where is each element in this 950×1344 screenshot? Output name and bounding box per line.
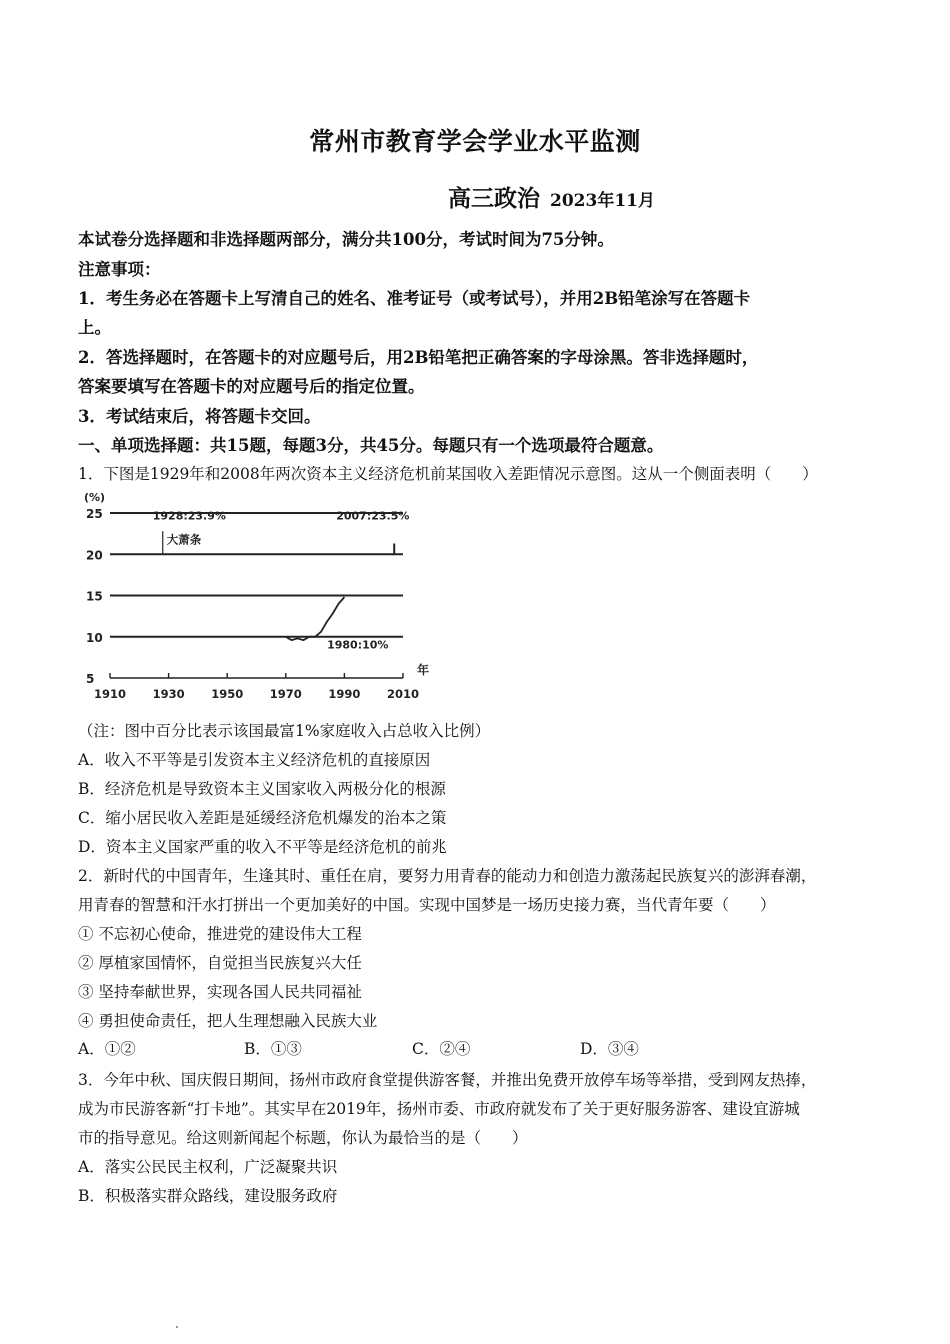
q1-note: （注：图中百分比表示该国最富1%家庭收入占总收入比例） <box>78 722 491 740</box>
chart-gridlines <box>110 513 403 637</box>
income-gap-chart <box>78 488 438 706</box>
q2-statement-3: ③ 坚持奉献世界，实现各国人民共同福祉 <box>78 983 362 1001</box>
q3-option-b: B．积极落实群众路线，建设服务政府 <box>78 1187 338 1205</box>
annotation-1980: 1980:10% <box>327 638 389 652</box>
notice-1b: 上。 <box>78 318 111 337</box>
exam-title: 常州市教育学会学业水平监测 <box>309 127 641 156</box>
q1-option-a: A．收入不平等是引发资本主义经济危机的直接原因 <box>78 751 431 769</box>
y-tick-label: 15 <box>86 589 103 604</box>
q3-stem-3: 市的指导意见。给这则新闻起个标题，你认为最恰当的是（ ） <box>78 1129 528 1147</box>
x-tick-label: 2010 <box>386 687 420 701</box>
annotation-1928: 1928:23.9% <box>152 509 226 523</box>
q1-option-b: B．经济危机是导致资本主义国家收入两极分化的根源 <box>78 780 446 798</box>
q2-statement-2: ② 厚植家国情怀，自觉担当民族复兴大任 <box>78 954 362 972</box>
intro-line: 本试卷分选择题和非选择题两部分，满分共100分，考试时间为75分钟。 <box>78 230 614 249</box>
q2-option-a: A．①② <box>78 1040 136 1058</box>
subject-label: 高三政治 <box>448 185 540 212</box>
q2-stem-2: 用青春的智慧和汗水打拼出一个更加美好的中国。实现中国梦是一场历史接力赛，当代青年要（ ） <box>78 896 776 914</box>
y-axis-unit: (%) <box>84 491 106 504</box>
q1-option-c: C．缩小居民收入差距是延缓经济危机爆发的治本之策 <box>78 809 447 827</box>
x-tick-label: 1990 <box>328 687 361 701</box>
y-tick-label: 20 <box>86 548 103 563</box>
series-line-0 <box>286 597 345 640</box>
page-dot <box>176 1326 178 1328</box>
chart-axis <box>110 673 403 678</box>
annotation-depression: 大萧条 <box>166 532 202 547</box>
q2-option-c: C．②④ <box>412 1040 471 1058</box>
exam-date: 2023年11月 <box>550 191 655 211</box>
annotation-2007: 2007:23.5% <box>336 509 410 523</box>
q3-option-a: A．落实公民民主权利，广泛凝聚共识 <box>78 1158 338 1176</box>
q2-statement-4: ④ 勇担使命责任，把人生理想融入民族大业 <box>78 1012 378 1030</box>
q1-stem: 1．下图是1929年和2008年两次资本主义经济危机前某国收入差距情况示意图。这从一个侧面表明（ ） <box>78 465 818 483</box>
notice-1a: 1．考生务必在答题卡上写清自己的姓名、准考证号（或考试号），并用2B铅笔涂写在答题卡 <box>78 289 751 308</box>
q3-stem-2: 成为市民游客新“打卡地”。其实早在2019年，扬州市委、市政府就发布了关于更好服务游客、建设宜游城 <box>78 1100 800 1118</box>
x-tick-label: 1930 <box>152 687 185 701</box>
notice-3: 3．考试结束后，将答题卡交回。 <box>78 407 321 426</box>
notice-2a: 2．答选择题时，在答题卡的对应题号后，用2B铅笔把正确答案的字母涂黑。答非选择题时， <box>78 348 759 367</box>
notice-title: 注意事项： <box>78 260 161 279</box>
x-tick-label: 1950 <box>211 687 244 701</box>
x-tick-label: 1910 <box>93 687 127 701</box>
q1-option-d: D．资本主义国家严重的收入不平等是经济危机的前兆 <box>78 838 447 856</box>
x-tick-label: 1970 <box>269 687 302 701</box>
y-tick-label: 10 <box>86 630 103 645</box>
x-axis-unit: 年 <box>417 663 430 677</box>
section-heading: 一、单项选择题：共15题，每题3分，共45分。每题只有一个选项最符合题意。 <box>78 436 664 455</box>
notice-2b: 答案要填写在答题卡的对应题号后的指定位置。 <box>78 377 425 396</box>
q3-stem-1: 3．今年中秋、国庆假日期间，扬州市政府食堂提供游客餐，并推出免费开放停车场等举措，受到网友热捧， <box>78 1071 817 1089</box>
q2-option-d: D．③④ <box>580 1040 639 1058</box>
q2-statement-1: ① 不忘初心使命，推进党的建设伟大工程 <box>78 925 362 943</box>
chart-series <box>286 597 345 640</box>
q2-stem-1: 2．新时代的中国青年，生逢其时、重任在肩，要努力用青春的能动力和创造力激荡起民族复兴的澎湃春潮， <box>78 867 817 885</box>
exam-subtitle <box>448 180 655 213</box>
y-tick-label: 5 <box>86 672 95 686</box>
y-tick-label: 25 <box>86 507 103 521</box>
q2-option-b: B．①③ <box>244 1040 302 1058</box>
